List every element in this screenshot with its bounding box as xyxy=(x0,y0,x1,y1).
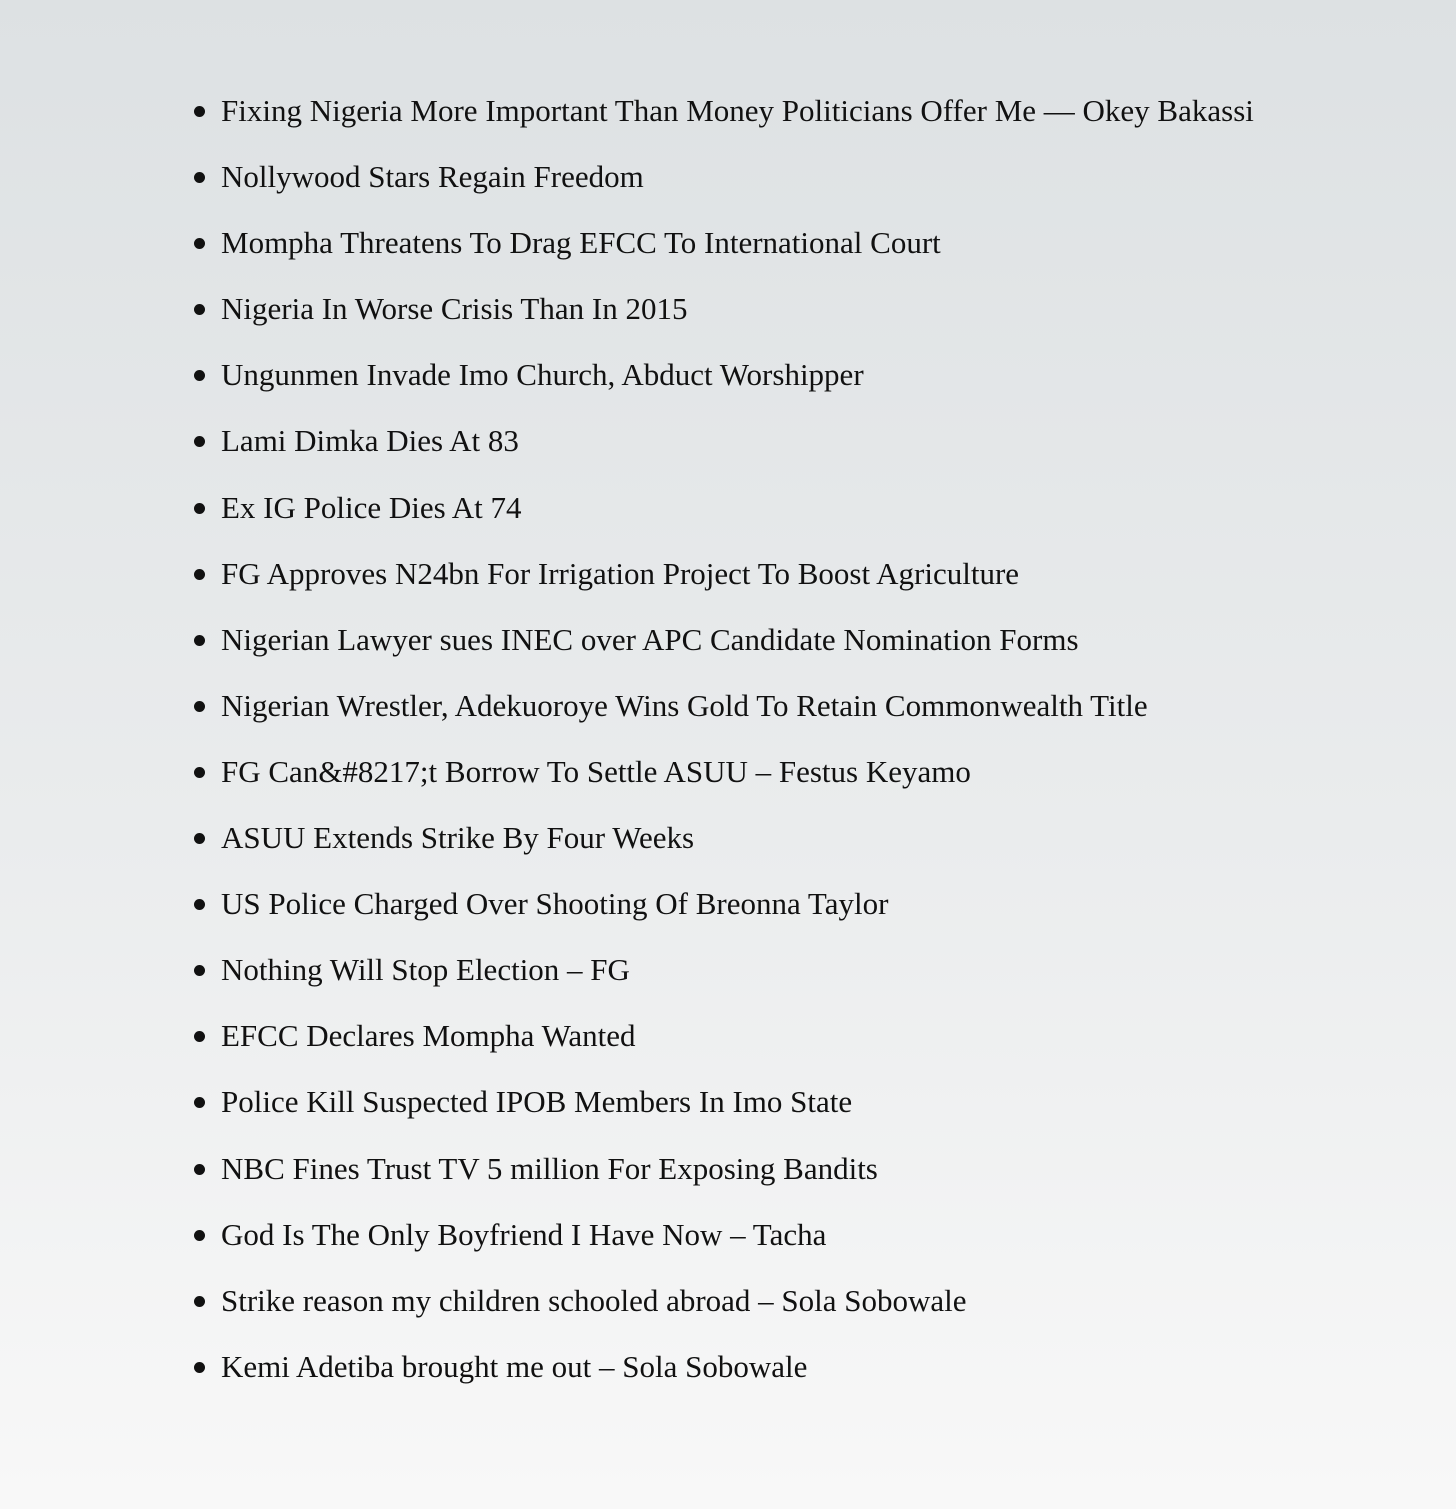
bullet-icon xyxy=(194,370,205,381)
bullet-icon xyxy=(194,172,205,183)
bullet-icon xyxy=(194,1296,205,1307)
list-item xyxy=(0,342,1456,408)
list-item xyxy=(0,541,1456,607)
bullet-icon xyxy=(194,1097,205,1108)
bullet-icon xyxy=(194,899,205,910)
headline-link[interactable]: Nothing Will Stop Election – FG xyxy=(221,952,630,988)
headline-link[interactable]: Fixing Nigeria More Important Than Money Politicians Offer Me — Okey Bakassi xyxy=(221,93,1254,128)
headline-link[interactable]: FG Approves N24bn For Irrigation Project To Boost Agriculture xyxy=(221,555,1020,591)
headline-link[interactable]: Nigeria In Worse Crisis Than In 2015 xyxy=(221,291,688,327)
list-item xyxy=(0,408,1456,474)
headline-link[interactable]: Mompha Threatens To Drag EFCC To International Court xyxy=(221,225,941,261)
list-item xyxy=(0,210,1456,276)
headline-link[interactable]: FG Can&#8217;t Borrow To Settle ASUU – Festus Keyamo xyxy=(221,753,971,789)
bullet-icon xyxy=(194,1230,205,1241)
headline-link[interactable]: ASUU Extends Strike By Four Weeks xyxy=(221,820,695,856)
bullet-icon xyxy=(194,635,205,646)
list-item xyxy=(0,78,1456,144)
headline-list xyxy=(0,78,1456,1400)
list-item xyxy=(0,1136,1456,1202)
headline-link[interactable]: Nigerian Lawyer sues INEC over APC Candidate Nomination Forms xyxy=(221,621,1079,657)
list-item xyxy=(0,475,1456,541)
bullet-icon xyxy=(194,569,205,580)
list-item xyxy=(0,144,1456,210)
headline-link[interactable]: NBC Fines Trust TV 5 million For Exposing Bandits xyxy=(221,1150,878,1186)
bullet-icon xyxy=(194,238,205,249)
list-item xyxy=(0,871,1456,937)
list-item xyxy=(0,673,1456,739)
bullet-icon xyxy=(194,701,205,712)
headline-link[interactable]: Police Kill Suspected IPOB Members In Imo State xyxy=(221,1084,853,1120)
list-item xyxy=(0,805,1456,871)
headline-link[interactable]: Strike reason my children schooled abroad – Sola Sobowale xyxy=(221,1282,967,1318)
bullet-icon xyxy=(194,767,205,778)
bullet-icon xyxy=(194,436,205,447)
headline-link[interactable]: Lami Dimka Dies At 83 xyxy=(221,423,519,459)
list-item xyxy=(0,276,1456,342)
list-item xyxy=(0,1268,1456,1334)
list-item xyxy=(0,739,1456,805)
list-item xyxy=(0,1069,1456,1135)
bullet-icon xyxy=(194,1031,205,1042)
headline-link[interactable]: Kemi Adetiba brought me out – Sola Sobowale xyxy=(221,1348,808,1384)
headline-link[interactable]: US Police Charged Over Shooting Of Breonna Taylor xyxy=(221,886,889,922)
bullet-icon xyxy=(194,1362,205,1373)
bullet-icon xyxy=(194,833,205,844)
headline-link[interactable]: EFCC Declares Mompha Wanted xyxy=(221,1018,636,1054)
headline-link[interactable]: Nigerian Wrestler, Adekuoroye Wins Gold To Retain Commonwealth Title xyxy=(221,687,1148,723)
bullet-icon xyxy=(194,304,205,315)
bullet-icon xyxy=(194,106,205,117)
list-item xyxy=(0,1334,1456,1400)
bullet-icon xyxy=(194,965,205,976)
headline-link[interactable]: Ex IG Police Dies At 74 xyxy=(221,489,522,525)
headline-link[interactable]: Ungunmen Invade Imo Church, Abduct Worshipper xyxy=(221,357,864,393)
list-item xyxy=(0,607,1456,673)
list-item xyxy=(0,1202,1456,1268)
bullet-icon xyxy=(194,503,205,514)
bullet-icon xyxy=(194,1164,205,1175)
headline-link[interactable]: God Is The Only Boyfriend I Have Now – Tacha xyxy=(221,1216,827,1252)
list-item xyxy=(0,937,1456,1003)
list-item xyxy=(0,1003,1456,1069)
headline-link[interactable]: Nollywood Stars Regain Freedom xyxy=(221,159,644,195)
